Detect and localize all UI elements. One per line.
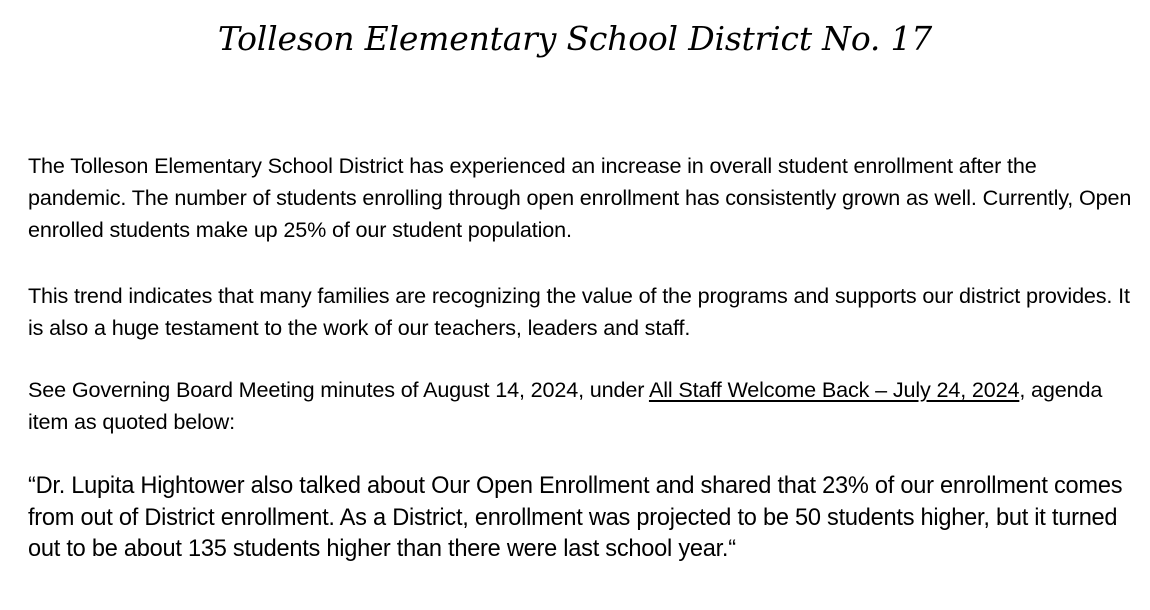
paragraph-trend: This trend indicates that many families are recognizing the value of the programs and supports our district provides. It is also a huge testament to the work of our teachers, leaders and staff.	[28, 283, 1130, 340]
paragraph-board-minutes	[28, 374, 1138, 438]
board-minutes-link[interactable]: All Staff Welcome Back – July 24, 2024	[648, 377, 1020, 402]
paragraph-board-minutes-text: See Governing Board Meeting minutes of August 14, 2024, under	[28, 377, 649, 402]
document-title: Tolleson Elementary School District No. 17	[217, 19, 933, 58]
paragraph-enrollment-increase: The Tolleson Elementary School District has experienced an increase in overall student enrollment after the pandemic. The number of students enrolling through open enrollment has consistently grown as well. Currently, Open enrolled students make up 25% of our student population.	[28, 153, 1132, 242]
paragraph-board-minutes-tail: , agenda item as quoted below:	[28, 377, 1103, 434]
quoted-minutes: “Dr. Lupita Hightower also talked about Our Open Enrollment and shared that 23% of our enrollment comes from out of District enrollment. As a District, enrollment was projected to be 50 students higher, but it turned out to be about 135 students higher than there were last school year.“	[28, 473, 1123, 562]
